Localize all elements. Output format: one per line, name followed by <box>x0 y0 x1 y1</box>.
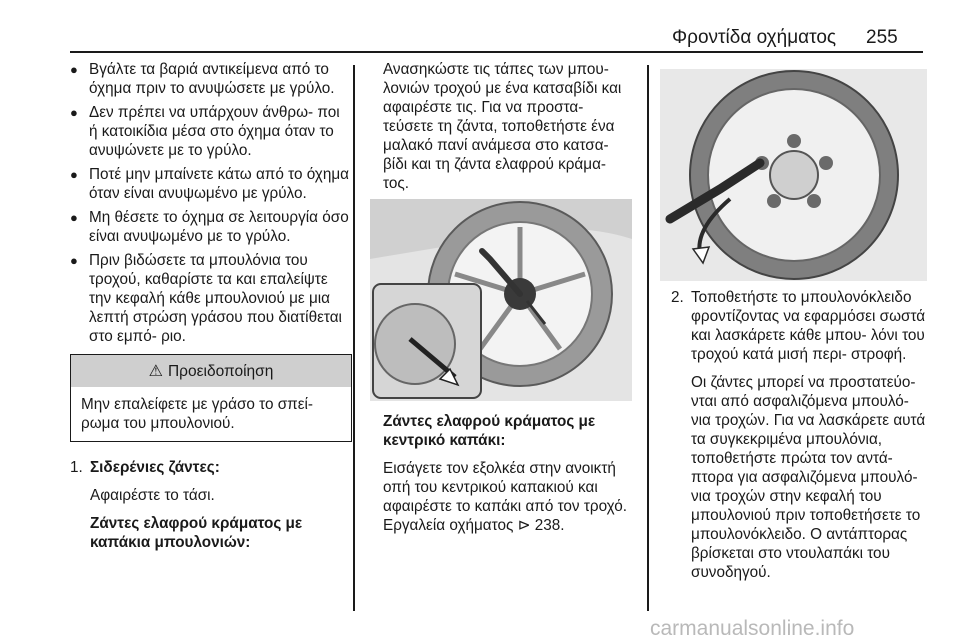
step-subheading: Ζάντες ελαφρού κράματος με καπάκια μπουλονιών: <box>90 515 303 551</box>
column-2-lower <box>383 412 635 535</box>
reference-page: 238. <box>534 517 565 534</box>
hubcap-removal-illustration <box>370 199 632 401</box>
subheading: Ζάντες ελαφρού κράματος με κεντρικό καπάκι: <box>383 413 596 449</box>
column-1 <box>70 60 350 552</box>
header-rule <box>70 51 923 53</box>
bullet-list <box>70 60 350 346</box>
wheel-hubcap-figure <box>370 199 632 401</box>
warning-triangle-icon: ⚠ <box>148 362 163 380</box>
wheel-wrench-figure <box>660 69 927 281</box>
paragraph <box>383 459 635 535</box>
step-number: 2. <box>671 289 684 306</box>
column-2 <box>383 60 635 193</box>
column-3 <box>671 288 927 582</box>
step-text-continued: Οι ζάντες μπορεί να προστατεύο- νται από ασφαλιζόμενα μπουλό- νια τροχών. Για να λασκάρετε αυτά τα συγκεκριμένα μπουλόνια, τοποθετήστε πρώτα τον αντά- πτορα για ασφαλιζόμενα μπουλό- νια τροχών στην κεφαλή του μπουλονιού πριν τοποθετήσετε το μπουλονόκλειδο. Ο αντάπτορας βρίσκεται στο ντουλαπάκι του συνοδηγού. <box>691 374 926 581</box>
warning-body: Μην επαλείφετε με γράσο το σπεί- ρωμα του μπουλονιού. <box>81 396 314 432</box>
step-number: 1. <box>70 459 83 476</box>
step-text: Αφαιρέστε το τάσι. <box>90 487 215 504</box>
section-title: Φροντίδα οχήματος <box>672 27 837 48</box>
wheel-wrench-illustration <box>660 69 927 281</box>
page-number: 255 <box>866 27 898 48</box>
intro-paragraph: Ανασηκώστε τις τάπες των μπου- λονιών τροχού με ένα κατσαβίδι και αφαιρέστε τις. Για να προστα- τεύσετε τη ζάντα, τοποθετήστε ένα μαλακό πανί ανάμεσα στο κατσα- βίδι και τη ζάντα ελαφρού κράμα- τος. <box>383 61 622 192</box>
column-divider <box>647 65 649 611</box>
warning-heading: Προειδοποίηση <box>167 362 274 380</box>
page-header <box>0 0 960 52</box>
list-item: ● Δεν πρέπει να υπάρχουν άνθρω- ποι ή κατοικίδια μέσα στο όχημα όταν το ανυψώνετε με το γρύλο. <box>70 103 350 160</box>
warning-header <box>71 355 351 387</box>
watermark: carmanualsonline.info <box>650 617 855 640</box>
cross-reference-arrow-icon: ⊳ <box>517 517 531 534</box>
list-item: ● Πριν βιδώσετε τα μπουλόνια του τροχού, καθαρίστε τα και επαλείψτε την κεφαλή κάθε μπουλονιού με μια λεπτή στρώση γράσου που διατίθεται στο εμπό- ριο. <box>70 251 350 346</box>
column-divider <box>353 65 355 611</box>
list-item: ● Ποτέ μην μπαίνετε κάτω από το όχημα όταν είναι ανυψωμένο με γρύλο. <box>70 165 350 203</box>
list-item: ● Βγάλτε τα βαριά αντικείμενα από το όχημα πριν το ανυψώσετε με γρύλο. <box>70 60 350 98</box>
step-title: Σιδερένιες ζάντες: <box>90 459 220 476</box>
list-item: ● Μη θέσετε το όχημα σε λειτουργία όσο είναι ανυψωμένο με το γρύλο. <box>70 208 350 246</box>
step-1 <box>70 458 350 552</box>
paragraph-text: Εισάγετε τον εξολκέα στην ανοικτή οπή του κεντρικού καπακιού και αφαιρέστε το καπάκι από τον τροχό. Εργαλεία οχήματος <box>383 460 628 534</box>
step-text: Τοποθετήστε το μπουλονόκλειδο φροντίζοντας να εφαρμόσει σωστά και λασκάρετε κάθε μπου- λόνι του τροχού κατά μισή περι- στροφή. <box>691 289 926 363</box>
step-2 <box>671 288 927 582</box>
warning-box <box>70 354 352 442</box>
